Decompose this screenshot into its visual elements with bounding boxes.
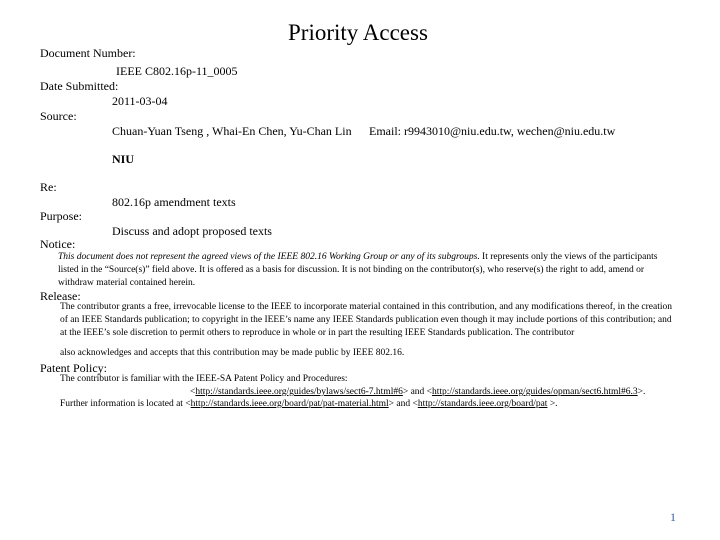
source-label: Source: (40, 109, 77, 123)
bylaws-link[interactable]: http://standards.ieee.org/guides/bylaws/sect6-7.html#6 (195, 387, 403, 397)
purpose-value: Discuss and adopt proposed texts (112, 224, 272, 238)
date-value: 2011-03-04 (112, 94, 168, 108)
end-text: >. (547, 399, 558, 409)
source-authors: Chuan-Yuan Tseng , Whai-En Chen, Yu-Chan Lin (112, 124, 352, 138)
page-number: 1 (670, 510, 676, 524)
doc-number-value: IEEE C802.16p-11_0005 (116, 64, 238, 78)
pat-material-link[interactable]: http://standards.ieee.org/board/pat/pat-material.html (190, 399, 389, 409)
date-label: Date Submitted: (40, 79, 119, 93)
end-text: >. (637, 387, 646, 397)
doc-number-label: Document Number: (40, 46, 136, 60)
notice-text (58, 251, 678, 290)
purpose-label: Purpose: (40, 209, 82, 223)
patent-policy-text: The contributor is familiar with the IEEE-SA Patent Policy and Procedures: (60, 374, 348, 384)
release-text: The contributor grants a free, irrevocable license to the IEEE to incorporate material contained in this contribution, and any modifications thereof, in the creation of an IEEE Standards publication; to copyright in the IEEE’s name any IEEE Standards publication even though it may include portions of this contribution; and at the IEEE’s sole discretion to permit others to reproduce in whole or in part the resulting IEEE Standards publication. The contributor (60, 302, 672, 338)
release-label: Release: (40, 289, 81, 303)
patent-policy-label: Patent Policy: (40, 361, 107, 375)
notice-italic-text: This document does not represent the agreed views of the IEEE 802.16 Working Group or any of its subgroups (58, 252, 478, 262)
board-pat-link[interactable]: http://standards.ieee.org/board/pat (417, 399, 548, 409)
re-value: 802.16p amendment texts (112, 195, 236, 209)
notice-body-text: . It represents only the views of the participants listed in the “Source(s)” field above. It is offered as a basis for discussion. It is not binding on the contributor(s), who reserve(s) the right to add, amend or withdraw material contained herein. (58, 252, 658, 288)
source-affiliation: NIU (112, 152, 135, 166)
source-email: Email: r9943010@niu.edu.tw, wechen@niu.edu.tw (369, 124, 616, 138)
re-label: Re: (40, 180, 57, 194)
opman-link[interactable]: http://standards.ieee.org/guides/opman/sect6.html#6.3 (432, 387, 638, 397)
bracket-text: < (190, 387, 196, 397)
page-title: Priority Access (288, 20, 428, 45)
notice-label: Notice: (40, 237, 76, 251)
connector-text: > and < (402, 387, 433, 397)
further-info-text: Further information is located at < (60, 399, 191, 409)
connector-text: > and < (388, 399, 418, 409)
release-text-continued: also acknowledges and accepts that this contribution may be made public by IEEE 802.16. (60, 348, 405, 358)
further-info-line (60, 398, 558, 411)
